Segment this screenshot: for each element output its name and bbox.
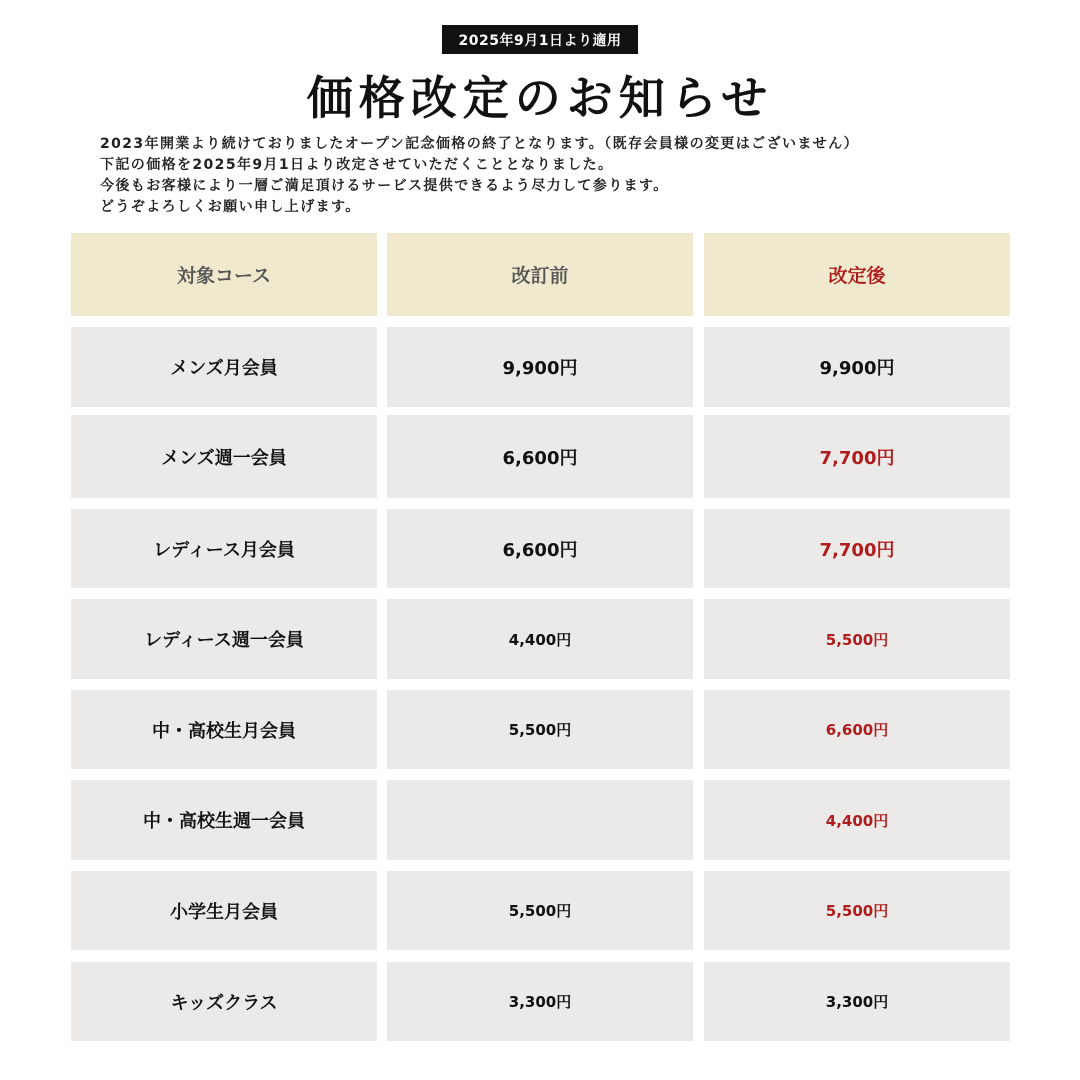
course-name: 中・高校生週一会員 [71, 780, 377, 860]
intro-line: 今後もお客様により一層ご満足頂けるサービス提供できるよう尽力して参ります。 [100, 178, 669, 194]
price-after: 4,400円 [704, 780, 1010, 860]
table-row [71, 509, 1010, 588]
intro-line: どうぞよろしくお願い申し上げます。 [100, 199, 361, 215]
price-after: 9,900円 [704, 327, 1010, 407]
price-before: 4,400円 [387, 599, 693, 679]
course-name: メンズ月会員 [71, 327, 377, 407]
price-after: 3,300円 [704, 962, 1010, 1041]
price-before: 5,500円 [387, 871, 693, 950]
intro-text [100, 134, 1000, 218]
table-row [71, 690, 1010, 769]
intro-line: 2023年開業より続けておりましたオープン記念価格の終了となります。（既存会員様の変更はございません） [100, 136, 859, 152]
price-before: 9,900円 [387, 327, 693, 407]
price-before: 3,300円 [387, 962, 693, 1041]
header-after: 改定後 [704, 233, 1010, 316]
price-after: 5,500円 [704, 599, 1010, 679]
table-row [71, 599, 1010, 679]
price-before: 6,600円 [387, 509, 693, 588]
price-before: 5,500円 [387, 690, 693, 769]
header-before: 改訂前 [387, 233, 693, 316]
table-header-row [71, 233, 1010, 316]
page-title: 価格改定のお知らせ [306, 71, 774, 125]
price-after: 7,700円 [704, 509, 1010, 588]
course-name: レディース月会員 [71, 509, 377, 588]
table-row [71, 780, 1010, 860]
table-row [71, 415, 1010, 498]
table-row [71, 327, 1010, 407]
effective-date-badge: 2025年9月1日より適用 [442, 25, 638, 54]
price-before [387, 780, 693, 860]
header-course: 対象コース [71, 233, 377, 316]
price-after: 7,700円 [704, 415, 1010, 498]
course-name: レディース週一会員 [71, 599, 377, 679]
course-name: 中・高校生月会員 [71, 690, 377, 769]
table-row [71, 871, 1010, 950]
price-before: 6,600円 [387, 415, 693, 498]
course-name: 小学生月会員 [71, 871, 377, 950]
intro-line: 下記の価格を2025年9月1日より改定させていただくこととなりました。 [100, 157, 614, 173]
course-name: メンズ週一会員 [71, 415, 377, 498]
price-after: 5,500円 [704, 871, 1010, 950]
table-row [71, 962, 1010, 1041]
course-name: キッズクラス [71, 962, 377, 1041]
price-after: 6,600円 [704, 690, 1010, 769]
